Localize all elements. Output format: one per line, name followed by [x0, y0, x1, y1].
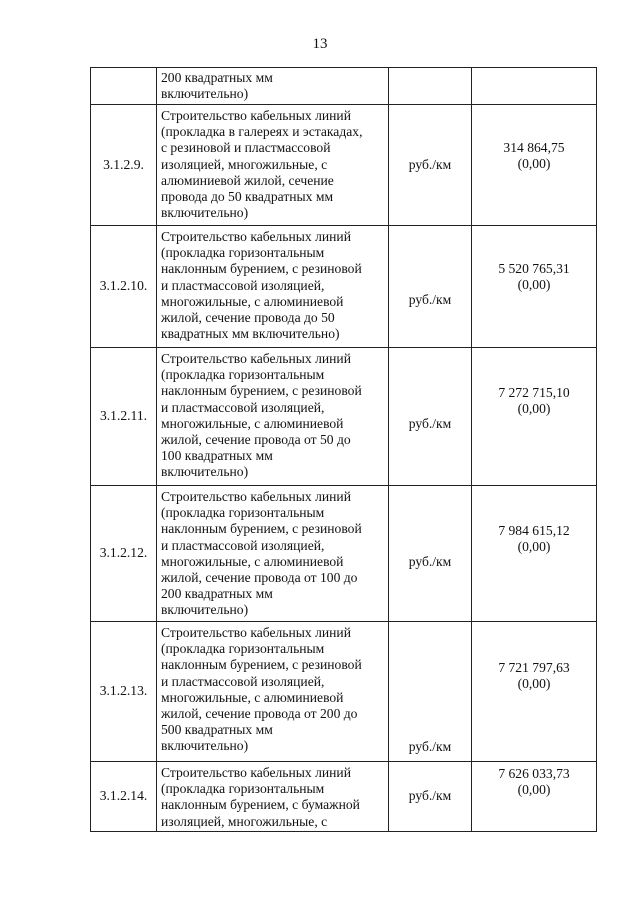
description-line: (прокладка в галереях и эстакадах, [161, 124, 363, 140]
description-line: жилой, сечение провода от 100 до [161, 570, 358, 586]
price-note: (0,00) [517, 676, 551, 692]
row-number-cell: 3.1.2.14. [91, 762, 157, 832]
description-line: наклонным бурением, с резиновой [161, 521, 362, 537]
row-number-cell: 3.1.2.11. [91, 348, 157, 486]
row-unit-cell: руб./км [389, 226, 472, 348]
description-line: (прокладка горизонтальным [161, 367, 325, 383]
row-price-cell [472, 622, 597, 762]
description-line: многожильные, с алюминиевой [161, 553, 344, 569]
row-unit-cell: руб./км [389, 486, 472, 622]
price-value: 7 984 615,12 [498, 523, 570, 538]
row-unit-cell: руб./км [389, 348, 472, 486]
description-line: провода до 50 квадратных мм [161, 189, 334, 205]
description-line: с резиновой и пластмассовой [161, 140, 331, 156]
description-line: Строительство кабельных линий [161, 229, 351, 244]
row-description-cell [157, 348, 389, 486]
description-line: жилой, сечение провода от 200 до [161, 706, 358, 722]
price-value: 7 272 715,10 [498, 385, 570, 400]
description-line: и пластмассовой изоляцией, [161, 277, 325, 293]
description-line: включительно) [161, 86, 249, 102]
description-line: жилой, сечение провода от 50 до [161, 432, 351, 448]
description-line: многожильные, с алюминиевой [161, 293, 344, 309]
description-line: включительно) [161, 464, 249, 480]
description-line: (прокладка горизонтальным [161, 641, 325, 657]
description-line: 200 квадратных мм [161, 70, 273, 85]
price-note: (0,00) [517, 539, 551, 555]
description-line: Строительство кабельных линий [161, 625, 351, 640]
description-line: многожильные, с алюминиевой [161, 689, 344, 705]
description-line: и пластмассовой изоляцией, [161, 399, 325, 415]
table-row [91, 105, 597, 226]
row-price-cell [472, 105, 597, 226]
row-description-cell [157, 622, 389, 762]
price-note: (0,00) [517, 401, 551, 417]
description-line: наклонным бурением, с бумажной [161, 797, 360, 813]
description-line: Строительство кабельных линий [161, 108, 351, 123]
description-line: многожильные, с алюминиевой [161, 415, 344, 431]
row-price-cell [472, 68, 597, 105]
description-line: изоляцией, многожильные, с [161, 156, 328, 172]
price-value: 7 626 033,73 [498, 766, 570, 781]
price-value: 314 864,75 [503, 140, 565, 155]
price-value: 5 520 765,31 [498, 261, 570, 276]
table-row [91, 226, 597, 348]
table-row [91, 622, 597, 762]
description-line: квадратных мм включительно) [161, 326, 340, 342]
description-line: и пластмассовой изоляцией, [161, 673, 325, 689]
description-line: (прокладка горизонтальным [161, 505, 325, 521]
row-number-cell: 3.1.2.13. [91, 622, 157, 762]
table-row [91, 348, 597, 486]
row-price-cell [472, 226, 597, 348]
description-line: наклонным бурением, с резиновой [161, 657, 362, 673]
description-line: алюминиевой жилой, сечение [161, 172, 334, 188]
description-line: включительно) [161, 602, 249, 618]
row-number-cell: 3.1.2.10. [91, 226, 157, 348]
table-row [91, 68, 597, 105]
row-price-cell [472, 486, 597, 622]
description-line: Строительство кабельных линий [161, 765, 351, 780]
description-line: и пластмассовой изоляцией, [161, 537, 325, 553]
description-line: Строительство кабельных линий [161, 489, 351, 504]
description-line: (прокладка горизонтальным [161, 245, 325, 261]
row-number-cell [91, 68, 157, 105]
row-price-cell [472, 348, 597, 486]
table-row [91, 486, 597, 622]
page-number: 13 [312, 36, 328, 52]
price-note: (0,00) [517, 782, 551, 798]
description-line: 200 квадратных мм [161, 586, 273, 602]
description-line: изоляцией, многожильные, с [161, 813, 328, 829]
table-row [91, 762, 597, 832]
row-description-cell [157, 486, 389, 622]
row-description-cell [157, 105, 389, 226]
row-price-cell [472, 762, 597, 832]
row-description-cell [157, 68, 389, 105]
description-line: включительно) [161, 205, 249, 221]
description-line: 100 квадратных мм [161, 448, 273, 464]
price-note: (0,00) [517, 156, 551, 172]
description-line: включительно) [161, 738, 249, 754]
row-description-cell [157, 226, 389, 348]
row-number-cell: 3.1.2.9. [91, 105, 157, 226]
row-number-cell: 3.1.2.12. [91, 486, 157, 622]
description-line: наклонным бурением, с резиновой [161, 383, 362, 399]
price-note: (0,00) [517, 277, 551, 293]
row-unit-cell: руб./км [389, 105, 472, 226]
tariff-table [90, 67, 597, 832]
description-line: жилой, сечение провода до 50 [161, 310, 335, 326]
row-description-cell [157, 762, 389, 832]
row-unit-cell: руб./км [389, 622, 472, 762]
price-value: 7 721 797,63 [498, 660, 570, 675]
description-line: наклонным бурением, с резиновой [161, 261, 362, 277]
description-line: Строительство кабельных линий [161, 351, 351, 366]
row-unit-cell [389, 68, 472, 105]
description-line: 500 квадратных мм [161, 722, 273, 738]
row-unit-cell: руб./км [389, 762, 472, 832]
description-line: (прокладка горизонтальным [161, 781, 325, 797]
